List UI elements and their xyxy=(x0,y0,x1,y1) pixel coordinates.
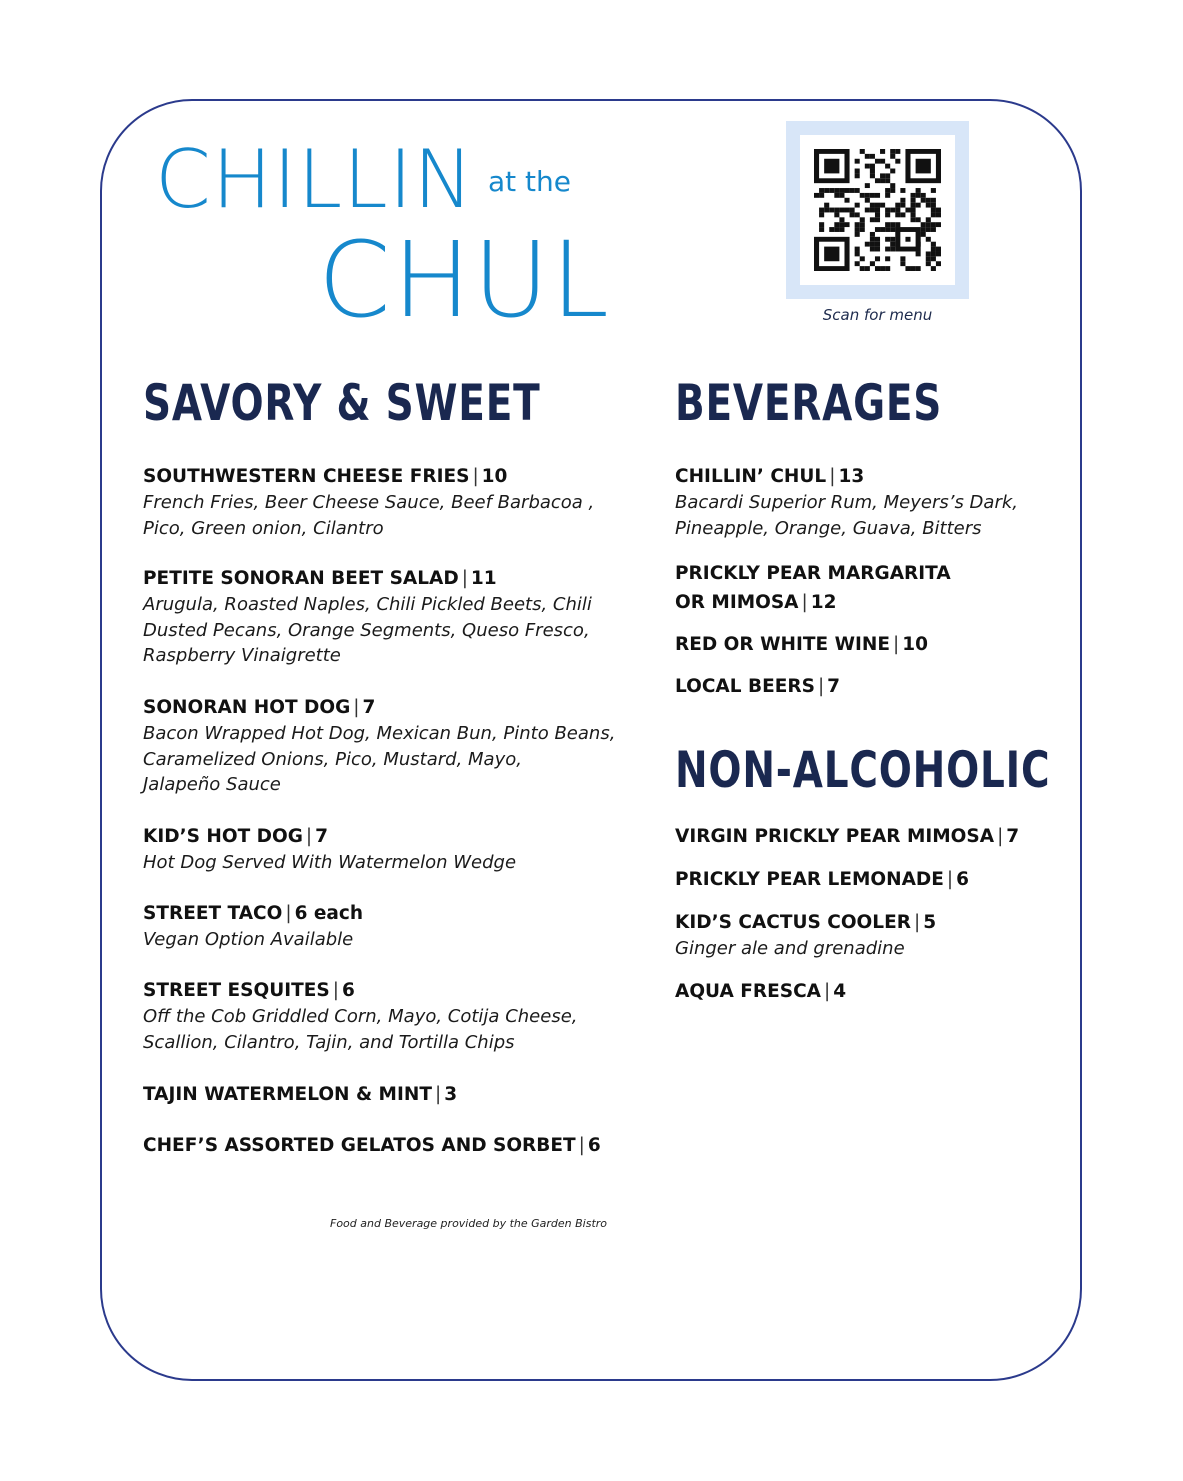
item-price: 11 xyxy=(470,568,497,589)
qr-code-frame[interactable] xyxy=(786,121,969,299)
item-price: 10 xyxy=(481,466,508,487)
item-description: Bacardi Superior Rum, Meyers’s Dark, xyxy=(675,492,1018,513)
footer-credit: Food and Beverage provided by the Garden Bistro xyxy=(330,1217,608,1230)
item-description: French Fries, Beer Cheese Sauce, Beef Barbacoa , xyxy=(143,492,595,513)
item-description: Raspberry Vinaigrette xyxy=(143,645,341,666)
item-price: 6 each xyxy=(294,903,364,924)
item-name: PRICKLY PEAR MARGARITA xyxy=(675,563,951,584)
item-price: 6 xyxy=(956,869,970,890)
item-description: Hot Dog Served With Watermelon Wedge xyxy=(143,852,517,873)
menu-item: STREET TACO | 6 each Vegan Option Available xyxy=(143,901,363,953)
item-description: Scallion, Cilantro, Tajin, and Tortilla Chips xyxy=(143,1031,515,1053)
item-description: Vegan Option Available xyxy=(143,929,354,950)
item-name: PETITE SONORAN BEET SALAD xyxy=(143,568,459,589)
item-name: VIRGIN PRICKLY PEAR MIMOSA xyxy=(675,826,995,847)
menu-item: KID’S HOT DOG | 7 Hot Dog Served With Watermelon Wedge xyxy=(143,824,516,876)
menu-item: VIRGIN PRICKLY PEAR MIMOSA | 7 xyxy=(675,826,1020,847)
item-name: TAJIN WATERMELON & MINT xyxy=(143,1084,432,1105)
title-chillin: CHILLIN xyxy=(155,133,475,226)
item-price: 7 xyxy=(315,826,329,847)
item-name: RED OR WHITE WINE xyxy=(675,634,890,655)
item-name: KID’S HOT DOG xyxy=(143,826,303,847)
item-description: Arugula, Roasted Naples, Chili Pickled Beets, Chili xyxy=(143,594,592,615)
menu-item: AQUA FRESCA | 4 xyxy=(675,981,847,1002)
item-name: SOUTHWESTERN CHEESE FRIES xyxy=(143,466,470,487)
item-name: CHEF’S ASSORTED GELATOS AND SORBET xyxy=(143,1135,576,1156)
qr-code-graphic xyxy=(814,149,941,271)
item-description: Pineapple, Orange, Guava, Bitters xyxy=(675,517,982,539)
menu-item: TAJIN WATERMELON & MINT | 3 xyxy=(143,1084,458,1105)
item-price: 10 xyxy=(902,634,928,655)
item-description: Jalapeño Sauce xyxy=(143,774,281,795)
item-name: STREET ESQUITES xyxy=(143,980,330,1001)
menu-item: PETITE SONORAN BEET SALAD | 11 Arugula, Roasted Naples, Chili Pickled Beets, Chili Dusted Pecans, Orange Segments, Queso Fresco, Raspberry Vinaigrette xyxy=(143,566,592,669)
menu-item: KID’S CACTUS COOLER | 5 Ginger ale and grenadine xyxy=(675,910,936,962)
item-price: 13 xyxy=(838,466,865,487)
item-name: OR MIMOSA xyxy=(675,592,799,613)
heading-savory-sweet: SAVORY & SWEET xyxy=(143,374,541,432)
item-price: 7 xyxy=(827,676,841,697)
heading-non-alcoholic: NON-ALCOHOLIC xyxy=(675,741,1051,799)
menu-item: SONORAN HOT DOG | 7 Bacon Wrapped Hot Dog, Mexican Bun, Pinto Beans, Caramelized Onions, Pico, Mustard, Mayo, Jalapeño Sauce xyxy=(143,695,615,798)
item-price: 12 xyxy=(810,592,837,613)
item-name: STREET TACO xyxy=(143,903,283,924)
menu-item: LOCAL BEERS | 7 xyxy=(675,676,841,697)
menu-item: CHEF’S ASSORTED GELATOS AND SORBET | 6 xyxy=(143,1135,601,1156)
item-price: 6 xyxy=(341,980,355,1001)
item-description: Caramelized Onions, Pico, Mustard, Mayo, xyxy=(143,748,522,770)
qr-caption: Scan for menu xyxy=(822,306,933,324)
item-name: PRICKLY PEAR LEMONADE xyxy=(675,869,944,890)
item-description: Pico, Green onion, Cilantro xyxy=(143,517,384,539)
menu-item: PRICKLY PEAR LEMONADE | 6 xyxy=(675,869,970,890)
title-chul: CHUL xyxy=(318,219,611,341)
item-price: 6 xyxy=(587,1135,601,1156)
item-name: SONORAN HOT DOG xyxy=(143,697,351,718)
item-description: Off the Cob Griddled Corn, Mayo, Cotija Cheese, xyxy=(143,1006,578,1027)
item-name: LOCAL BEERS xyxy=(675,676,815,697)
menu-item: RED OR WHITE WINE | 10 xyxy=(675,634,928,655)
menu-item: STREET ESQUITES | 6 Off the Cob Griddled Corn, Mayo, Cotija Cheese, Scallion, Cilantro, Tajin, and Tortilla Chips xyxy=(143,978,578,1055)
heading-beverages: BEVERAGES xyxy=(675,374,943,432)
item-price: 5 xyxy=(923,912,937,933)
qr-code-icon[interactable] xyxy=(800,135,955,285)
item-price: 7 xyxy=(362,697,376,718)
item-description: Dusted Pecans, Orange Segments, Queso Fresco, xyxy=(143,619,590,641)
menu-item: CHILLIN’ CHUL | 13 Bacardi Superior Rum, Meyers’s Dark, Pineapple, Orange, Guava, Bitters xyxy=(675,464,1018,541)
item-description: Ginger ale and grenadine xyxy=(675,938,905,959)
item-name: KID’S CACTUS COOLER xyxy=(675,912,911,933)
item-name: CHILLIN’ CHUL xyxy=(675,466,827,487)
item-description: Bacon Wrapped Hot Dog, Mexican Bun, Pinto Beans, xyxy=(143,723,616,744)
menu-item: SOUTHWESTERN CHEESE FRIES | 10 French Fries, Beer Cheese Sauce, Beef Barbacoa , Pico, Green onion, Cilantro xyxy=(143,464,594,541)
item-price: 7 xyxy=(1006,826,1020,847)
item-price: 4 xyxy=(833,981,847,1002)
item-name: AQUA FRESCA xyxy=(675,981,821,1002)
menu-item: PRICKLY PEAR MARGARITA OR MIMOSA | 12 xyxy=(675,563,951,613)
item-price: 3 xyxy=(444,1084,458,1105)
title-at-the: at the xyxy=(488,165,571,198)
